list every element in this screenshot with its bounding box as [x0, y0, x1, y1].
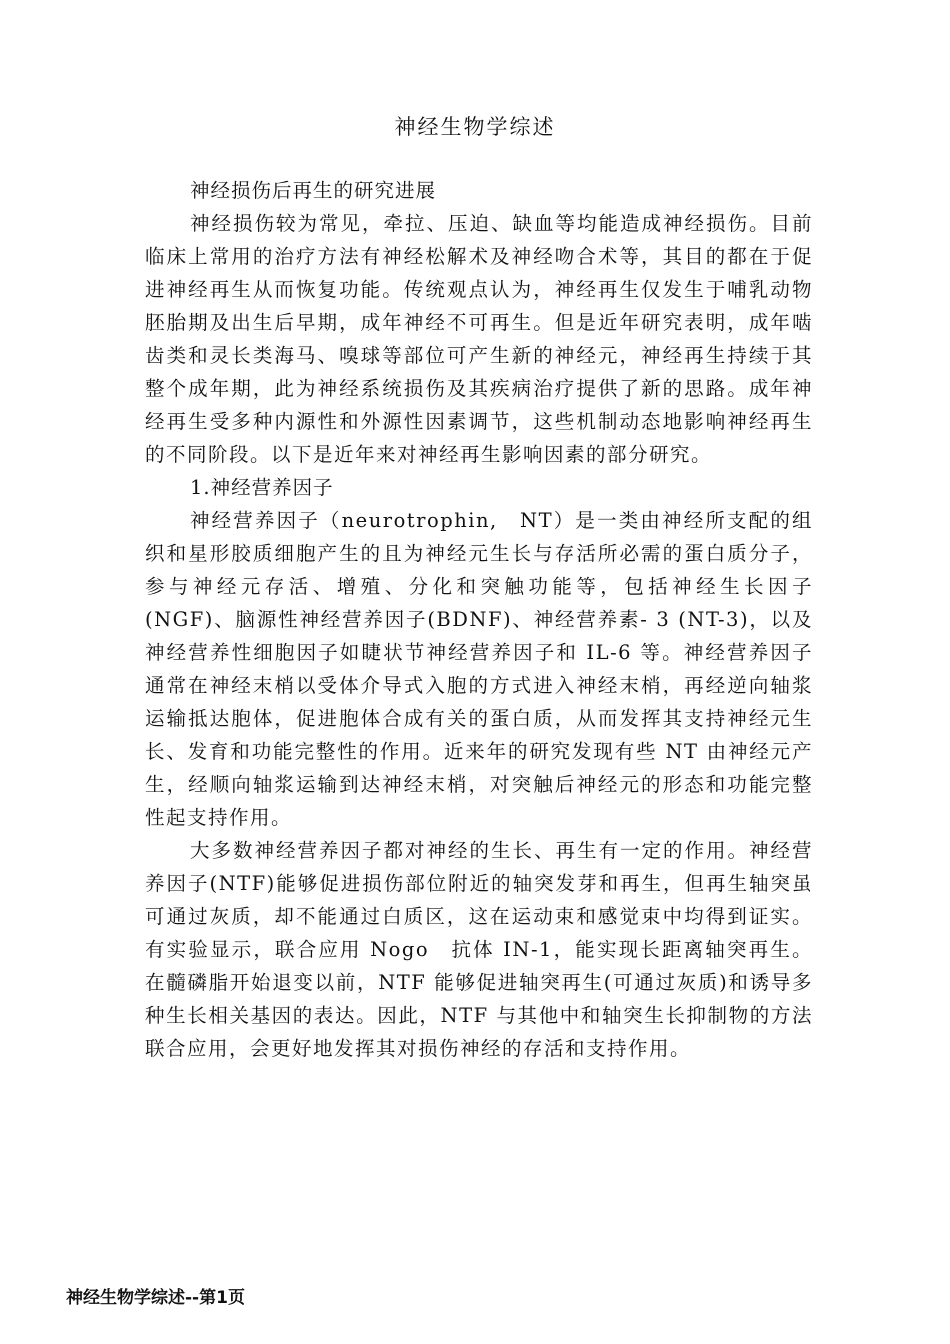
body-paragraph: 大多数神经营养因子都对神经的生长、再生有一定的作用。神经营养因子(NTF)能够促进损伤部位附近的轴突发芽和再生，但再生轴突虽可通过灰质，却不能通过白质区，这在运动束和感觉束中均得到证实。有实验显示，联合应用 Nogo 抗体 IN-1，能实现长距离轴突再生。在髓磷脂开始退变以前，NTF 能够促进轴突再生(可通过灰质)和诱导多种生长相关基因的表达。因此，NTF 与其他中和轴突生长抑制物的方法联合应用，会更好地发挥其对损伤神经的存活和支持作用。 [145, 839, 813, 1060]
body-paragraph: 神经损伤较为常见，牵拉、压迫、缺血等均能造成神经损伤。目前临床上常用的治疗方法有神经松解术及神经吻合术等，其目的都在于促进神经再生从而恢复功能。传统观点认为，神经再生仅发生于哺乳动物胚胎期及出生后早期，成年神经不可再生。但是近年研究表明，成年啮齿类和灵长类海马、嗅球等部位可产生新的神经元，神经再生持续于其整个成年期，此为神经系统损伤及其疾病治疗提供了新的思路。成年神经再生受多种内源性和外源性因素调节，这些机制动态地影响神经再生的不同阶段。以下是近年来对神经再生影响因素的部分研究。 [145, 212, 813, 466]
body-paragraph: 神经营养因子（neurotrophin, NT）是一类由神经所支配的组织和星形胶质细胞产生的且为神经元生长与存活所必需的蛋白质分子，参与神经元存活、增殖、分化和突触功能等，包括神经生长因子(NGF)、脑源性神经营养因子(BDNF)、神经营养素- 3 (NT-3)，以及神经营养性细胞因子如睫状节神经营养因子和 IL-6 等。神经营养因子通常在神经末梢以受体介导式入胞的方式进入神经末梢，再经逆向轴浆运输抵达胞体，促进胞体合成有关的蛋白质，从而发挥其支持神经元生长、发育和功能完整性的作用。近来年的研究发现有些 NT 由神经元产生，经顺向轴浆运输到达神经末梢，对突触后神经元的形态和功能完整性起支持作用。 [145, 509, 813, 829]
document-body [145, 174, 813, 1065]
subsection-heading: 1.神经营养因子 [190, 476, 334, 499]
page-footer: 神经生物学综述--第1页 [66, 1288, 245, 1308]
page-title: 神经生物学综述 [394, 115, 556, 139]
section-heading: 神经损伤后再生的研究进展 [190, 179, 437, 202]
